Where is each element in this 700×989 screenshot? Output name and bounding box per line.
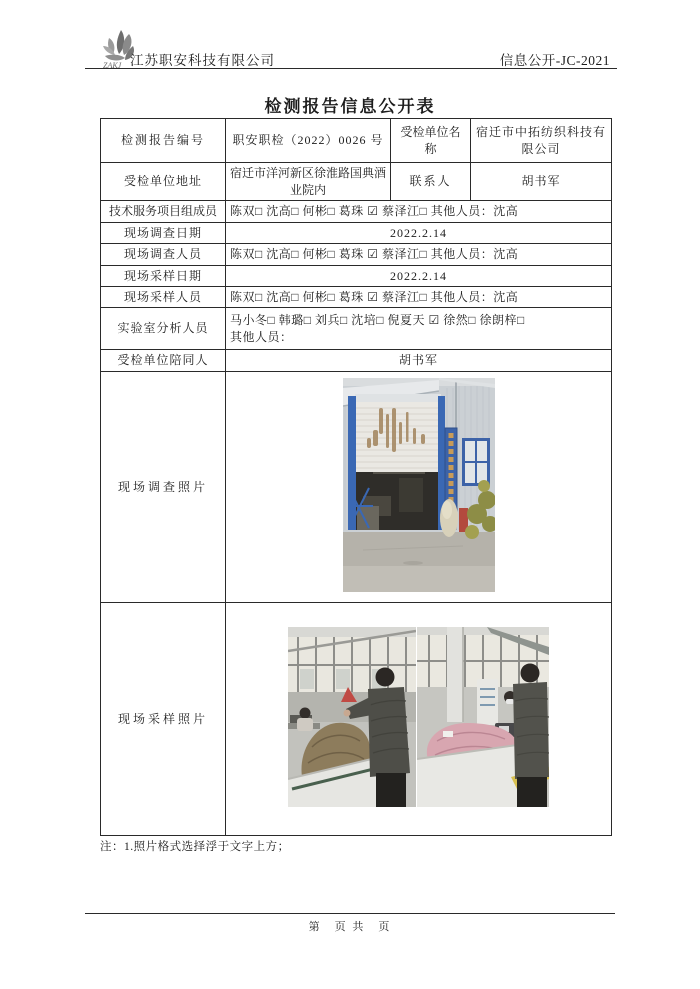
table-row: [101, 308, 612, 350]
table-row: [101, 119, 612, 163]
sampling-photo-label: 现场采样照片: [101, 603, 226, 836]
header-company-name: 江苏职安科技有限公司: [130, 53, 275, 68]
page-number: 第 页 共 页: [308, 921, 392, 933]
sampling-photo-right: [417, 627, 549, 807]
table-row: [101, 201, 612, 223]
footnote: 注：1.照片格式选择浮于文字上方；: [100, 841, 290, 853]
report-no-label: 检测报告编号: [101, 119, 226, 163]
inspector-pants: [376, 773, 406, 807]
header-doc-code: 信息公开-JC-2021: [499, 53, 610, 68]
lab-staff-line1: 马小冬□ 韩璐□ 刘兵□ 沈培□ 倪夏天 ☑ 徐然□ 徐朗梓□: [230, 313, 525, 328]
sampling-photo-cell: [226, 603, 612, 836]
ac-unit: [477, 679, 498, 725]
table-row: [101, 163, 612, 201]
inspector-jacket: [513, 682, 549, 779]
unit-name-value: 宿迁市中拓纺织科技有限公司: [471, 119, 612, 163]
table-row: [101, 223, 612, 244]
sampling-staff-label: 现场采样人员: [101, 287, 226, 308]
survey-staff-label: 现场调查人员: [101, 244, 226, 266]
sampling-photo-left: [288, 627, 416, 807]
survey-photo-cell: [226, 372, 612, 603]
unit-name-label: 受检单位名称: [391, 119, 471, 163]
lab-staff-value: [226, 308, 612, 350]
report-no-value: 职安职检（2022）0026 号: [226, 119, 391, 163]
escort-value: 胡书军: [226, 350, 612, 372]
survey-photo-label: 现场调查照片: [101, 372, 226, 603]
contact-value: 胡书军: [471, 163, 612, 201]
inspector-head: [521, 663, 540, 682]
escort-label: 受检单位陪同人: [101, 350, 226, 372]
survey-staff-value: 陈双□ 沈高□ 何彬□ 葛珠 ☑ 蔡泽江□ 其他人员：沈高: [226, 244, 612, 266]
lab-staff-label: 实验室分析人员: [101, 308, 226, 350]
table-row: [101, 266, 612, 287]
team-members: 陈双□ 沈高□ 何彬□ 葛珠 ☑ 蔡泽江□ 其他人员：沈高: [226, 201, 612, 223]
worker-head: [300, 707, 311, 718]
table-row: [101, 603, 612, 836]
lab-staff-line2: 其他人员：: [230, 329, 293, 344]
table-row: [101, 350, 612, 372]
address-value: 宿迁市洋河新区徐淮路国典酒业院内: [226, 163, 391, 201]
survey-photo: [343, 378, 495, 592]
inspector-head: [376, 667, 395, 686]
sampling-staff-value: 陈双□ 沈高□ 何彬□ 葛珠 ☑ 蔡泽江□ 其他人员：沈高: [226, 287, 612, 308]
contact-label: 联系人: [391, 163, 471, 201]
table-row: [101, 244, 612, 266]
hand: [344, 709, 351, 716]
sampling-date-value: 2022.2.14: [226, 266, 612, 287]
footer-rule: [85, 913, 615, 914]
survey-date-label: 现场调查日期: [101, 223, 226, 244]
info-table: [100, 118, 612, 836]
header-rule: [85, 68, 617, 69]
address-label: 受检单位地址: [101, 163, 226, 201]
blue-door-frame: [348, 396, 356, 530]
page-title: 检测报告信息公开表: [264, 97, 436, 116]
inspector-pants: [517, 777, 547, 807]
face-mask: [506, 699, 514, 704]
survey-date-value: 2022.2.14: [226, 223, 612, 244]
sampling-date-label: 现场采样日期: [101, 266, 226, 287]
team-label: 技术服务项目组成员: [101, 201, 226, 223]
logo-text: ZAKJ: [103, 61, 122, 70]
table-row: [101, 287, 612, 308]
column: [447, 627, 463, 722]
table-row: [101, 372, 612, 603]
